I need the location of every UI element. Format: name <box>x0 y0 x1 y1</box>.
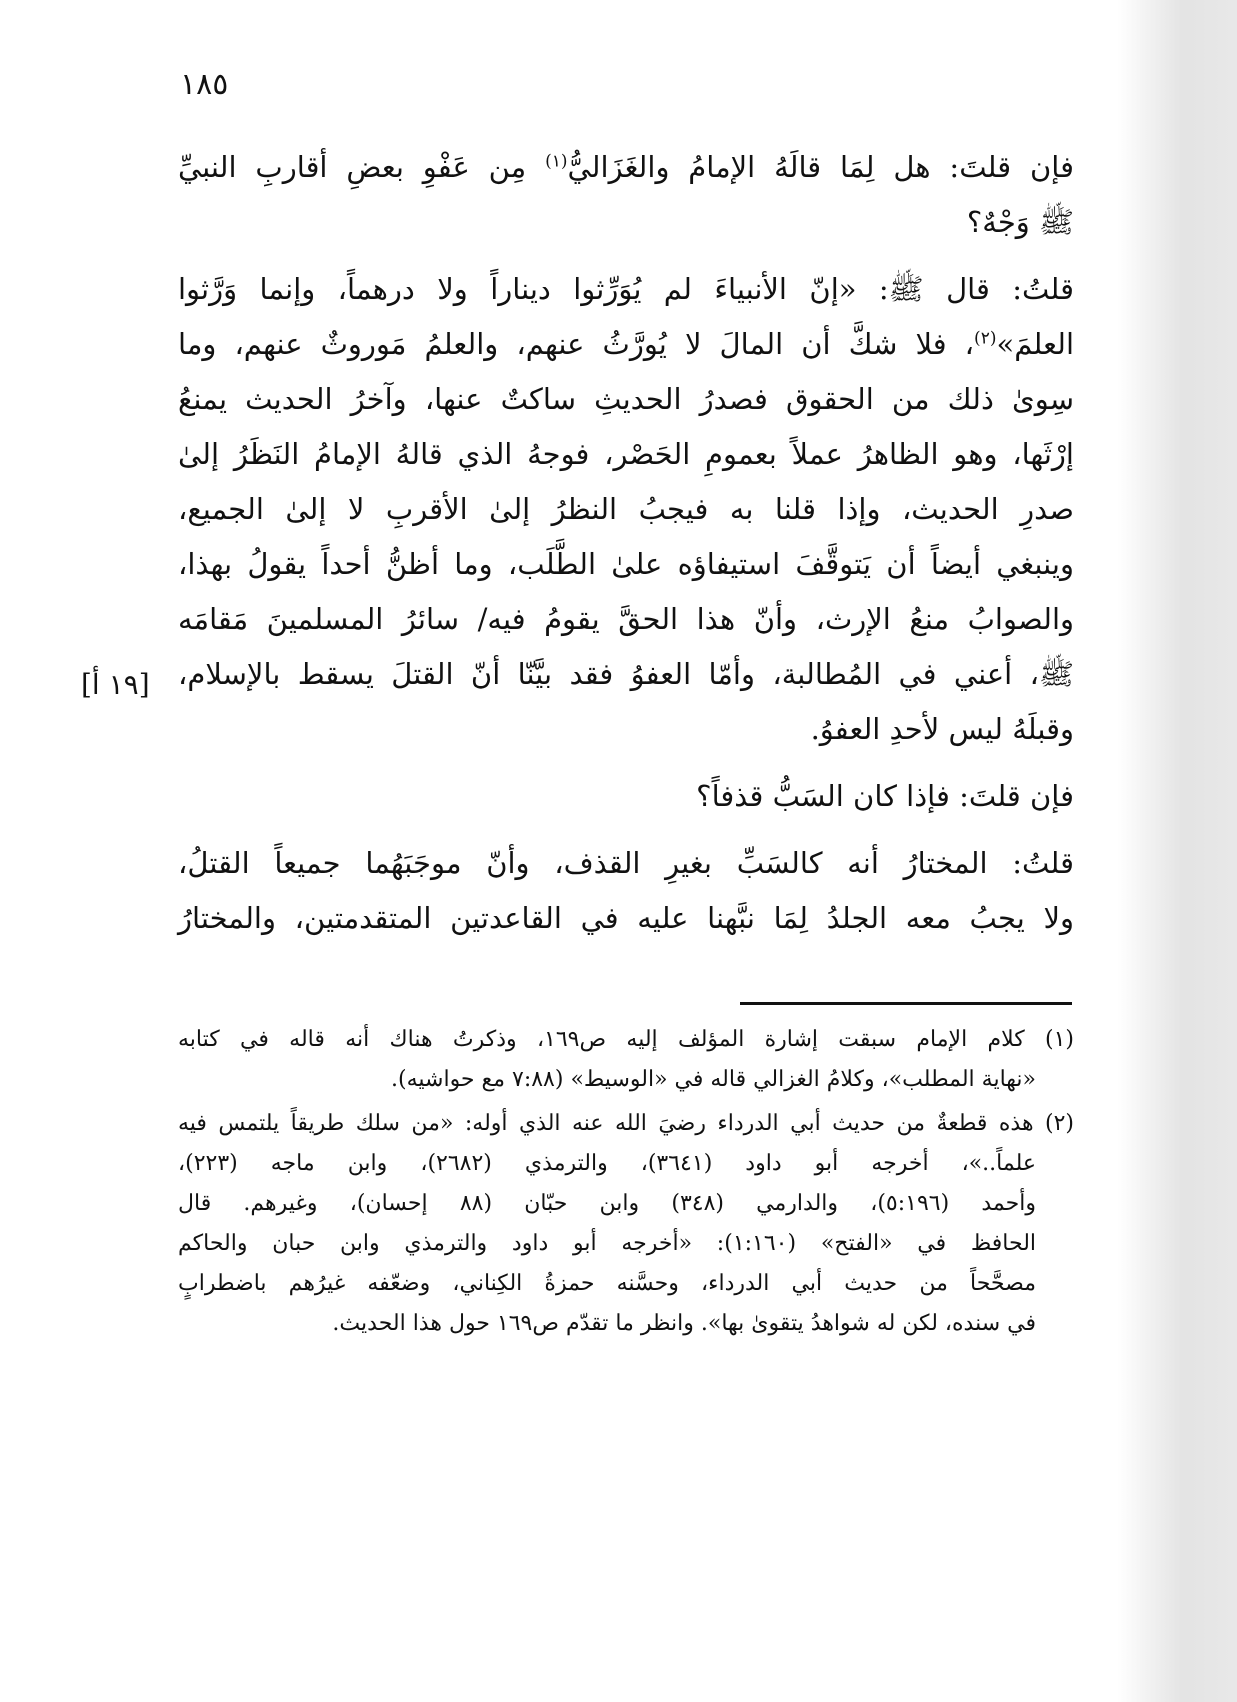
text-line: وينبغي أيضاً أن يَتوقَّفَ استيفاؤه علىٰ الطَّلَب، وما أظنُّ أحداً يقولُ بهذا، <box>178 547 1074 581</box>
footnote-2 <box>178 1104 1074 1344</box>
footnote-separator <box>740 1002 1072 1005</box>
footnote-line: وأحمد (٥:١٩٦)، والدارمي (٣٤٨) وابن حبّان (٨٨ إحسان)، وغيرهم. قال <box>178 1191 1036 1216</box>
text-line: قلتُ: قال ﷺ: «إنّ الأنبياءَ لم يُوَرِّثوا ديناراً ولا درهماً، وإنما وَرَّثوا <box>178 272 1074 306</box>
text-line: إرْثَها، وهو الظاهرُ عملاً بعمومِ الحَصْر، فوجهُ الذي قالهُ الإمامُ النَظَرُ إلىٰ <box>178 437 1074 471</box>
manuscript-folio-marker: [١٩ أ] <box>81 668 150 701</box>
paragraph-4 <box>178 836 1074 946</box>
paragraph-1 <box>178 140 1074 250</box>
text-line: ﷺ وَجْهٌ؟ <box>966 205 1074 239</box>
text-line: فإن قلتَ: هل لِمَا قالَهُ الإمامُ والغَزَاليُّ$^{(١)}$ مِن عَفْوِ بعضِ أقاربِ النبيِّ <box>178 150 1074 184</box>
text-line: وقبلَهُ ليس لأحدِ العفوُ. <box>810 712 1074 746</box>
footnote-line: مصحَّحاً من حديث أبي الدرداء، وحسَّنه حمزةُ الكِناني، وضعّفه غيرُهم باضطرابٍ <box>178 1271 1037 1296</box>
footnote-line: «نهاية المطلب»، وكلامُ الغزالي قاله في «الوسيط» (٧:٨٨ مع حواشيه). <box>391 1067 1036 1092</box>
text-line: سِوىٰ ذلك من الحقوق فصدرُ الحديثِ ساكتٌ عنها، وآخرُ الحديث يمنعُ <box>178 382 1074 416</box>
text-line: ﷺ، أعني في المُطالبة، وأمّا العفوُ فقد بيَّنّا أنّ القتلَ يسقط بالإسلام، <box>178 657 1074 691</box>
footnote-ref-1: (١) <box>545 151 568 172</box>
footnote-line: (٢) هذه قطعةٌ من حديث أبي الدرداء رضيَ الله عنه الذي أوله: «من سلك طريقاً يلتمس فيه <box>178 1111 1074 1136</box>
page-number: ١٨٥ <box>180 67 229 102</box>
footnotes <box>178 1020 1074 1348</box>
footnote-ref-2: (٢) <box>974 328 997 349</box>
footnote-1 <box>178 1020 1074 1100</box>
footnote-line: علماً..»، أخرجه أبو داود (٣٦٤١)، والترمذي (٢٦٨٢)، وابن ماجه (٢٢٣)، <box>178 1151 1036 1176</box>
footnote-line: (١) كلام الإمام سبقت إشارة المؤلف إليه ص١٦٩، وذكرتُ هناك أنه قاله في كتابه <box>178 1027 1075 1052</box>
paragraph-2 <box>178 262 1074 757</box>
main-text <box>178 140 1074 958</box>
text-line: فإن قلتَ: فإذا كان السَبُّ قذفاً؟ <box>696 779 1074 813</box>
paragraph-3 <box>178 769 1074 824</box>
text-line: والصوابُ منعُ الإرث، وأنّ هذا الحقَّ يقومُ فيه/ سائرُ المسلمينَ مَقامَه <box>178 602 1074 636</box>
scan-edge-shadow <box>1117 0 1237 1702</box>
footnote-line: في سنده، لكن له شواهدُ يتقوىٰ بها». وانظر ما تقدّم ص١٦٩ حول هذا الحديث. <box>332 1311 1036 1336</box>
text-line: ولا يجبُ معه الجلدُ لِمَا نبَّهنا عليه في القاعدتين المتقدمتين، والمختارُ <box>178 901 1074 935</box>
text-line: صدرِ الحديث، وإذا قلنا به فيجبُ النظرُ إلىٰ الأقربِ لا إلىٰ الجميع، <box>178 492 1074 526</box>
text-line: قلتُ: المختارُ أنه كالسَبِّ بغيرِ القذف، وأنّ موجَبَهُما جميعاً القتلُ، <box>178 846 1074 880</box>
text-line: العلمَ»$^{(٢)}$، فلا شكَّ أن المالَ لا يُورَّثُ عنهم، والعلمُ مَوروثٌ عنهم، وما <box>178 327 1074 361</box>
footnote-line: الحافظ في «الفتح» (١:١٦٠): «أخرجه أبو داود والترمذي وابن حبان والحاكم <box>178 1231 1037 1256</box>
